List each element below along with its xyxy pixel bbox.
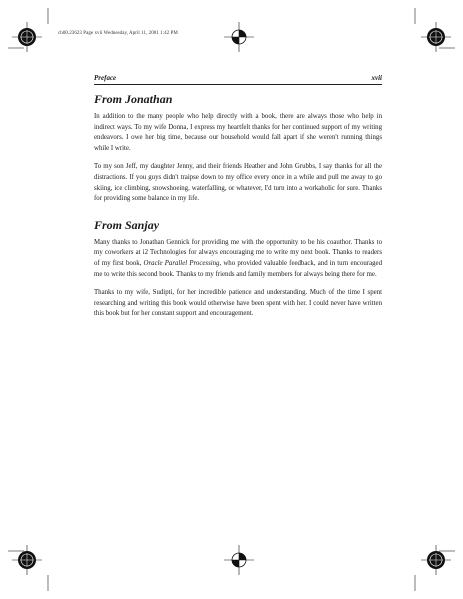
paragraph-text: Many thanks to Jonathan Gennick for providing me with the opportunity to be his coauthor. Thanks to my coworkers at i2 Technologies for always encouraging me to write my next book. Thanks to readers of my first book,	[94, 238, 382, 267]
paragraph	[94, 238, 382, 280]
paragraph: Thanks to my wife, Sudipti, for her incredible patience and understanding. Much of the time I spent researching and writing this book would otherwise have been spent with her. I could never have written this book but for her constant support and encouragement.	[94, 289, 382, 318]
registration-mark-bottom-right	[421, 545, 451, 575]
paragraph: In addition to the many people who help directly with a book, there are always those who help in indirect ways. To my wife Donna, I express my heartfelt thanks for her continued support of my writing endeavors. I owe her big time, because our household would fall apart if she weren't running things while I write.	[94, 113, 382, 152]
page-number: xvii	[371, 74, 382, 82]
section-heading-jonathan: From Jonathan	[94, 92, 173, 106]
page-body	[94, 92, 382, 328]
section-heading-sanjay: From Sanjay	[94, 217, 160, 232]
registration-mark-top-center	[224, 22, 254, 52]
registration-mark-top-left	[12, 22, 42, 52]
running-header	[94, 74, 382, 84]
registration-mark-bottom-center	[224, 545, 254, 575]
header-rule	[94, 84, 382, 85]
print-slug: ch00.23623 Page xvii Wednesday, April 11, 2001 1:42 PM	[58, 31, 178, 36]
paragraph: To my son Jeff, my daughter Jenny, and their friends Heather and John Grubbs, I say thanks for all the distractions. If you guys didn't traipse down to my office every once in a while and pull me away to go skiing, ice climbing, snowshoeing, waterfalling, or whatever, I'd turn into a workaholic for sure. Thanks for providing some balance in my life.	[94, 163, 382, 203]
registration-mark-top-right	[421, 22, 451, 52]
running-header-title: Preface	[94, 74, 117, 82]
paragraph-text: , who provided valuable feedback, and in turn encouraged me to write this second book. Thanks to my friends and family members for always being there for me.	[94, 259, 383, 278]
book-title: Oracle Parallel Processing	[143, 259, 220, 267]
registration-mark-bottom-left	[12, 545, 42, 575]
